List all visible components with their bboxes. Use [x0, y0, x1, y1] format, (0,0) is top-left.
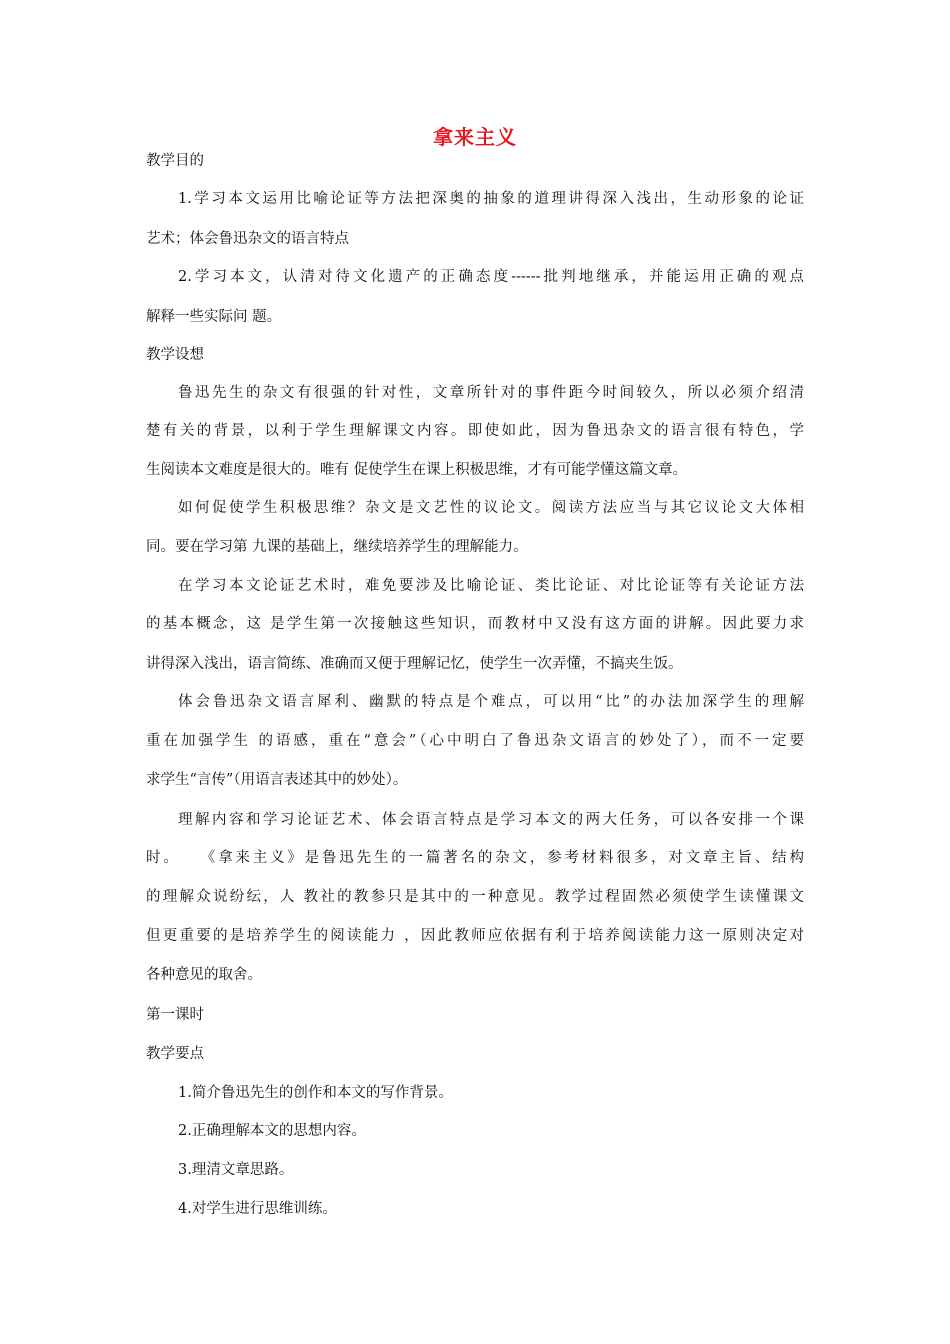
paragraph-line: 时。 《拿来主义》是鲁迅先生的一篇著名的杂文，参考材料很多，对文章主旨、结构 — [146, 850, 804, 866]
paragraph-line: 重在加强学生 的语感，重在“意会”（心中明白了鲁迅杂文语言的妙处了），而不一定要 — [146, 733, 804, 749]
paragraph-line: 讲得深入浅出，语言简练、准确而又便于理解记忆，使学生一次弄懂，不搞夹生饭。 — [146, 656, 683, 672]
paragraph-line: 的理解众说纷纭，人 教社的教参只是其中的一种意见。教学过程固然必须使学生读懂课文 — [146, 889, 804, 905]
paragraph-line: 同。要在学习第 九课的基础上，继续培养学生的理解能力。 — [146, 539, 528, 555]
section-heading-teaching-goals: 教学目的 — [146, 153, 204, 169]
paragraph-line: 的基本概念，这 是学生第一次接触这些知识，而教材中又没有这方面的讲解。因此要力求 — [146, 616, 804, 632]
paragraph-line: 理解内容和学习论证艺术、体会语言特点是学习本文的两大任务，可以各安排一个课 — [178, 812, 804, 828]
paragraph-line: 各种意见的取舍。 — [146, 967, 262, 983]
paragraph-line: 楚有关的背景，以利于学生理解课文内容。即使如此，因为鲁迅杂文的语言很有特色，学 — [146, 423, 804, 439]
paragraph-line: 如何促使学生积极思维？杂文是文艺性的议论文。阅读方法应当与其它议论文大体相 — [178, 500, 804, 516]
section-heading-first-lesson: 第一课时 — [146, 1007, 204, 1023]
paragraph-line: 在学习本文论证艺术时，难免要涉及比喻论证、类比论证、对比论证等有关论证方法 — [178, 578, 804, 594]
paragraph-line: 生阅读本文难度是很大的。唯有 促使学生在课上积极思维，才有可能学懂这篇文章。 — [146, 462, 688, 478]
list-item: 1.简介鲁迅先生的创作和本文的写作背景。 — [178, 1085, 453, 1101]
paragraph-line: 体会鲁迅杂文语言犀利、幽默的特点是个难点，可以用“比”的办法加深学生的理解 — [178, 694, 804, 710]
paragraph-line: 鲁迅先生的杂文有很强的针对性，文章所针对的事件距今时间较久，所以必须介绍清 — [178, 385, 804, 401]
paragraph-line: 但更重要的是培养学生的阅读能力 ，因此教师应依据有利于培养阅读能力这一原则决定对 — [146, 928, 804, 944]
paragraph-line: 解释一些实际问 题。 — [146, 309, 282, 325]
paragraph-line: 求学生“言传”（用语言表述其中的妙处）。 — [146, 772, 408, 788]
section-heading-teaching-design: 教学设想 — [146, 347, 204, 363]
list-item: 4.对学生进行思维训练。 — [178, 1201, 337, 1217]
paragraph-line: 2.学习本文，认清对待文化遗产的正确态度------批判地继承，并能运用正确的观点 — [178, 269, 804, 285]
paragraph-line: 1.学习本文运用比喻论证等方法把深奥的抽象的道理讲得深入浅出，生动形象的论证 — [178, 191, 804, 207]
document-title: 拿来主义 — [433, 125, 517, 149]
section-heading-key-points: 教学要点 — [146, 1046, 204, 1062]
paragraph-line: 艺术；体会鲁迅杂文的语言特点 — [146, 231, 349, 247]
list-item: 2.正确理解本文的思想内容。 — [178, 1123, 366, 1139]
list-item: 3.理清文章思路。 — [178, 1162, 294, 1178]
